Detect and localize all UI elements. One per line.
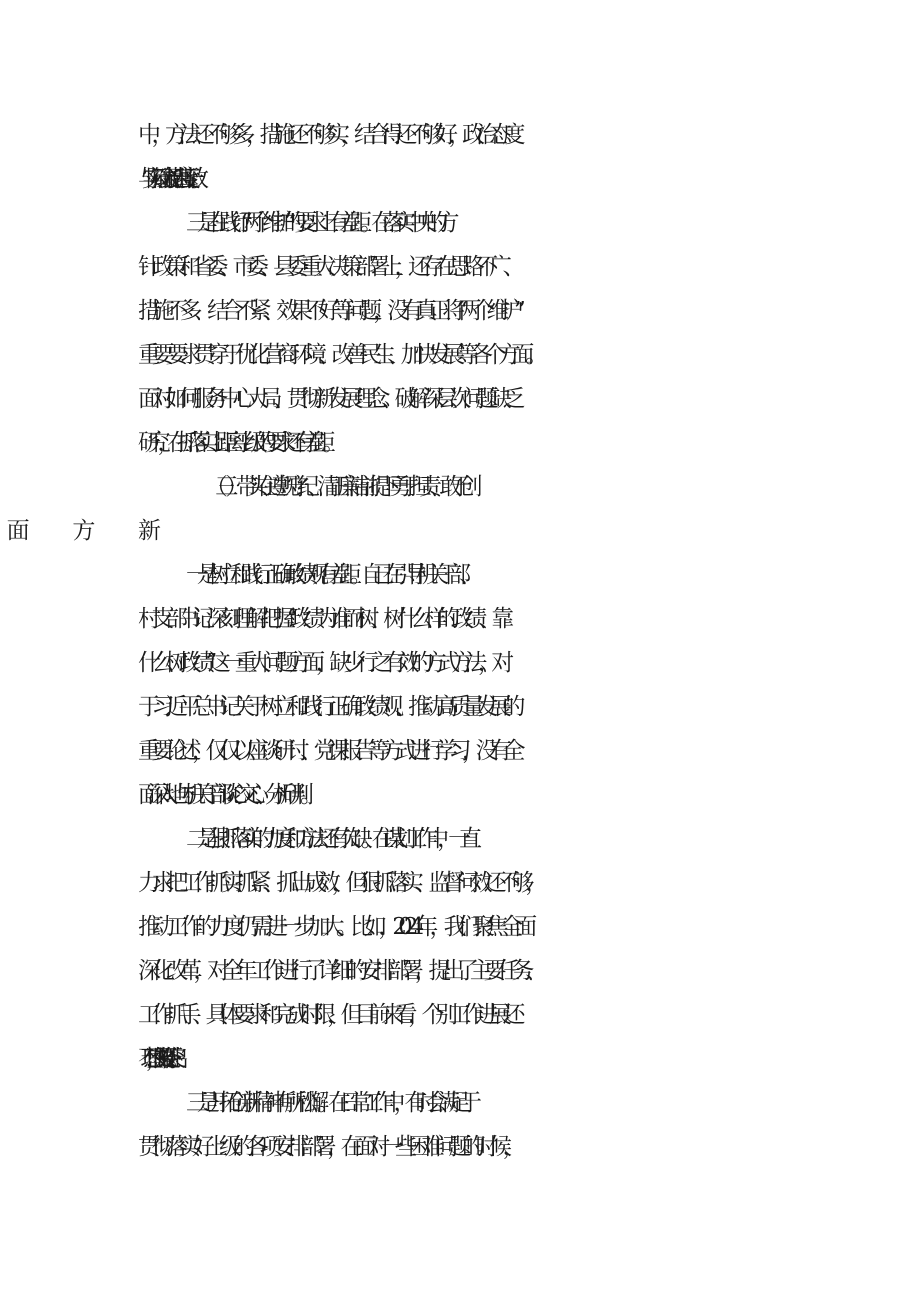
text-line: 贯彻落实好上级的各项安排部署，在面对一些困难问题的时候， xyxy=(138,1134,516,1160)
text-line: 村支部书记深刻理解把握“政绩为谁而树、树什么样的政绩、靠 xyxy=(138,606,505,632)
paragraph-first-line: 一是树立和践行正确政绩观有差距。自己在引导机关干部、 xyxy=(186,562,470,588)
paragraph-first-line: 二是狠抓落实的力度和方法还有欠缺。在谋划工作中，一直 xyxy=(186,826,470,852)
text-line: 什么树政绩”这一重大问题方面，缺少行之有效的方式方法，对 xyxy=(138,650,505,676)
section-heading: （三）带头在遵规守纪、清正廉洁前提下勇于担责、敢于创 xyxy=(205,474,470,500)
text-line: 面深入地与机关干部谈心交心、分析研判。 xyxy=(138,782,309,808)
text-line: 与实际行动未能达到高度一致。 xyxy=(138,166,194,192)
text-line: 深化改革，对全年工作进行了详细的安排部署，提出了主要任务、 xyxy=(138,958,540,984)
text-line: 重要论述，仅仅以座谈研讨、党课报告等方式进行学习，没有全 xyxy=(138,738,516,764)
text-line: 措施不多、结合不紧、效果不好等问题，没有真正将“两个维护” xyxy=(138,298,517,324)
text-line: 中，方法还不够多，措施还不够实，结合得还不够好，政治态度 xyxy=(138,122,516,148)
text-line: 研究，在抓落实上距离上级的要求还有差距。 xyxy=(138,430,333,456)
text-line: 面对如何服务中心大局、贯彻新发展理念、破解深层次问题缺乏 xyxy=(138,386,516,412)
section-heading-continued xyxy=(138,511,920,551)
text-line: 工作抓手、具体要求和完成时限，但目前来看，个别工作进展还 xyxy=(138,1002,516,1028)
text-line: 重要要求贯穿于优化营商环境、改善民生、加快发展等各个方面。 xyxy=(138,342,540,368)
text-line: 不理想，工作效果还不突出。 xyxy=(138,1046,172,1072)
text-line: 力求把工作抓实抓紧、抓出成效，但狠抓落实、监督问效还不够， xyxy=(138,870,540,896)
text-line: 于习近平总书记关于树立和践行正确政绩观、推动高质量发展的 xyxy=(138,694,516,720)
text-line: 针政策和省委、市委、县委重大决策部署上，还存在思路不广、 xyxy=(138,254,516,280)
paragraph-first-line: 三是开拓创新精神有所松懈。在日常工作中，有时会满足于 xyxy=(186,1090,470,1116)
text-line: 推动工作的力度仍需进一步加大。比如，2024年，我们聚焦全面 xyxy=(138,914,529,940)
paragraph-first-line: 三是在践行“两个维护”的要求上有差距。在落实中央的方 xyxy=(186,210,448,236)
